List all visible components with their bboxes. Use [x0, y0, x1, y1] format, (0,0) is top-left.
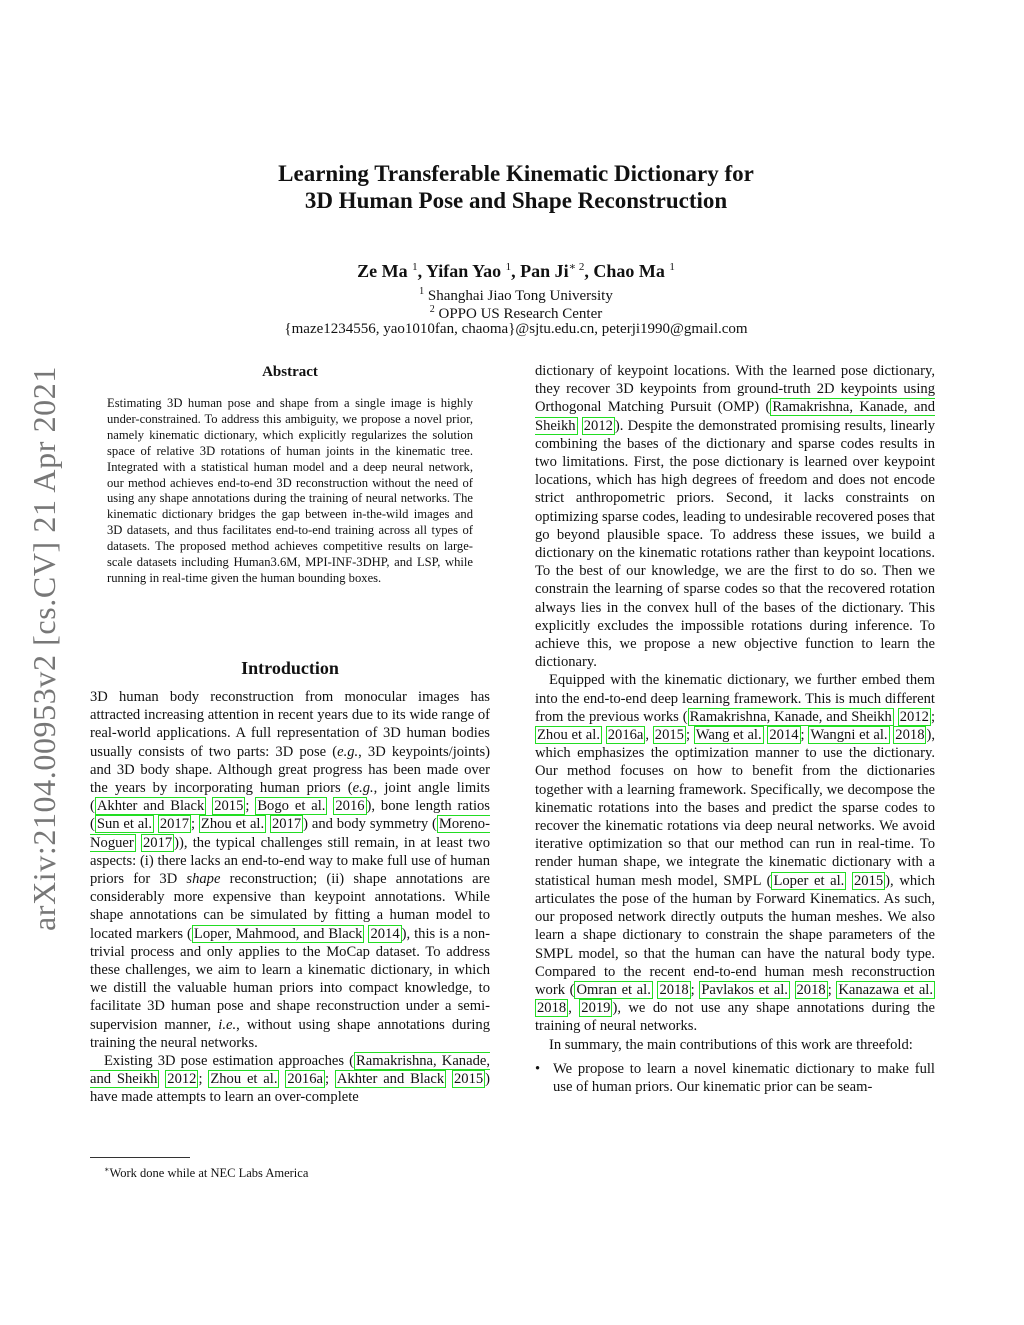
arxiv-identifier: arXiv:2104.00953v2 [cs.CV] 21 Apr 2021 — [25, 365, 62, 931]
citation-link[interactable]: 2018 — [796, 981, 826, 998]
bullet-text: We propose to learn a novel kinematic dictionary to make full use of human priors. Our kinematic prior can be seam- — [553, 1060, 935, 1095]
citation-link[interactable]: Loper et al. — [773, 872, 845, 889]
intro-paragraph-1: 3D human body reconstruction from monocular images has attracted increasing attention in recent years due to its wide range of real-world applications. A full representation of 3D human bodies usually consists of two parts: 3D pose (e.g., 3D keypoints/joints) and 3D body shape. Although great progress has been made over the years by incorporating human priors (e.g., joint angle limits ( Akhter and Black 2015 ; Bogo et al. 2016 ), bone length ratios ( Sun et al. 2017 ; Zhou et al. 2017 ) and body symmetry ( Moreno-Noguer 2017 )), the typical challenges still remain, in at least two aspects: (i) there lacks an end-to-end way to make full use of human priors for 3D shape reconstruction; (ii) shape annotations are considerably more expensive than keypoint annotations. While shape annotations can be simulated by fitting a human model to located markers ( Loper, Mahmood, and Black 2014 ), this is a non-trivial process and only applies to the MoCap dataset. To address these challenges, we aim to learn a kinematic dictionary, in which we distill the valuable human priors into compact knowledge, to facilitate 3D human pose and shape reconstruction under a semi-supervision manner, i.e., without using shape annotations during training the neural networks. — [90, 689, 491, 1051]
citation-link[interactable]: Wang et al. — [695, 727, 762, 744]
citation-link[interactable]: Pavlakos et al. — [701, 981, 788, 998]
abstract-heading: Abstract — [262, 364, 318, 380]
citation-link[interactable]: 2014 — [769, 727, 799, 744]
citation-link[interactable]: Bogo et al. — [257, 798, 326, 815]
citation-link[interactable]: 2016a — [607, 727, 644, 744]
intro-paragraph-5: In summary, the main contributions of this work are threefold: — [549, 1036, 913, 1053]
introduction-heading: Introduction — [241, 658, 339, 678]
citation-link[interactable]: 2018 — [895, 727, 925, 744]
citation-link[interactable]: 2015 — [654, 727, 684, 744]
citation-link[interactable]: 2012 — [167, 1071, 197, 1088]
citation-link[interactable]: Loper, Mahmood, and Black — [193, 925, 363, 942]
intro-paragraph-4: Equipped with the kinematic dictionary, we further embed them into the end-to-end deep learning framework. This is much different from the previous works ( Ramakrishna, Kanade, and Sheikh 2012 ; Zhou et al. 2016a , 2015 ; Wang et al. 2014 ; Wangni et al. 2018 ), which emphasizes the optimization manner to use the dictionary. Our method focuses on how to benefit from the dictionaries together with a learning framework. Specifically, we decompose the kinematic rotations into the bases and predict the sparse codes to recover the kinematic rotations via deep neural networks. We avoid iterative optimization so that our method can run in real-time. To render human shape, we integrate the kinematic dictionary with a statistical human mesh model, SMPL ( Loper et al. 2015 ), which articulates the pose of the human by Forward Kinematics. As such, our proposed network directly outputs the human meshes. We also learn a shape dictionary to constrain the shape parameters of the SMPL model, so that the human can have the natural body type. Compared to the recent end-to-end human mesh reconstruction work ( Omran et al. 2018 ; Pavlakos et al. 2018 ; Kanazawa et al. 2018 , 2019 ), we do not use any shape annotations during the training of neural networks. — [535, 672, 935, 1035]
citation-link[interactable]: Ramakrishna, Kanade, and Sheikh — [90, 1053, 490, 1088]
citation-link[interactable]: Sun et al. — [96, 816, 152, 833]
title-line-2: 3D Human Pose and Shape Reconstruction — [304, 188, 728, 213]
footnote: ∗Work done while at NEC Labs America — [104, 1165, 309, 1181]
citation-link[interactable]: 2014 — [370, 925, 400, 942]
citation-link[interactable]: 2017 — [271, 816, 302, 833]
author-1: Ze Ma — [357, 261, 408, 281]
citation-link[interactable]: 2016a — [287, 1071, 323, 1088]
author-emails: {maze1234556, yao1010fan, chaoma}@sjtu.edu.cn, peterji1990@gmail.com — [284, 321, 748, 337]
citation-link[interactable]: 2012 — [899, 708, 929, 725]
citation-link[interactable]: 2015 — [214, 798, 244, 815]
author-2: Yifan Yao — [425, 261, 502, 281]
left-column — [90, 688, 490, 1107]
citation-link[interactable]: Zhou et al. — [210, 1071, 278, 1088]
citation-link[interactable]: 2019 — [581, 1000, 611, 1017]
citation-link[interactable]: 2017 — [159, 816, 190, 833]
citation-link[interactable]: Moreno-Noguer — [90, 816, 490, 851]
author-4: Chao Ma — [593, 261, 665, 281]
citation-link[interactable]: Ramakrishna, Kanade, and Sheikh — [535, 399, 935, 434]
intro-paragraph-2: Existing 3D pose estimation approaches ( Ramakrishna, Kanade, and Sheikh 2012 ; Zhou et al. 2016a ; Akhter and Black 2015 ) have made attempts to learn an over-complete — [90, 1053, 491, 1106]
citation-link[interactable]: Kanazawa et al. — [838, 981, 933, 998]
author-list: Ze Ma $^1$, Yifan Yao $^1$, Pan $Ji^{∗ 2}$, Chao Ma $^1$ — [357, 261, 675, 281]
citation-link[interactable]: Wangni et al. — [810, 727, 888, 744]
paper-title — [150, 160, 882, 214]
citation-link[interactable]: 2017 — [142, 834, 173, 851]
citation-link[interactable]: 2015 — [853, 872, 884, 889]
author-3: Pan Ji — [520, 261, 569, 281]
abstract-text: Estimating 3D human pose and shape from a single image is highly under-constrained. To address this ambiguity, we propose a novel prior, namely kinematic dictionary, which explicitly regularizes the solution space of relative 3D rotations of human joints in the kinematic tree. Integrated with a statistical human model and a deep neural network, our method achieves end-to-end 3D reconstruction without the need of using any shape annotations during the training of neural networks. The kinematic dictionary bridges the gap between in-the-wild images and 3D datasets, and thus facilitates end-to-end training across all types of datasets. The proposed method achieves competitive results on large-scale datasets including Human3.6M, MPI-INF-3DHP, and LSP, while running in real-time given the human bounding boxes. — [107, 396, 473, 585]
bullet-marker: • — [535, 1060, 541, 1077]
citation-link[interactable]: Akhter and Black — [336, 1071, 445, 1088]
contribution-bullet — [535, 1060, 935, 1096]
citation-link[interactable]: Zhou et al. — [537, 727, 600, 744]
citation-link[interactable]: Omran et al. — [576, 981, 651, 998]
citation-link[interactable]: Zhou et al. — [200, 816, 265, 833]
right-column — [535, 362, 935, 1096]
footnote-rule — [90, 1157, 190, 1158]
affiliation-1: $^1$ Shanghai Jiao Tong University — [419, 286, 613, 304]
citation-link[interactable]: Akhter and Black — [96, 798, 205, 815]
citation-link[interactable]: Ramakrishna, Kanade, and Sheikh — [689, 708, 892, 725]
citation-link[interactable]: 2015 — [453, 1071, 484, 1088]
citation-link[interactable]: 2012 — [583, 417, 613, 434]
citation-link[interactable]: 2016 — [335, 798, 365, 815]
citation-link[interactable]: 2018 — [659, 981, 689, 998]
intro-paragraph-3: dictionary of keypoint locations. With the learned pose dictionary, they recover 3D keypoints from ground-truth 2D keypoints using Orthogonal Matching Pursuit (OMP) ( Ramakrishna, Kanade, and Sheikh 2012 ). Despite the demonstrated promising results, linearly combining the bases of the dictionary and sparse codes results in two limitations. First, the pose dictionary is learned over keypoint locations, which has high degrees of freedom and does not encode strict anthropometric priors. Second, it lacks constraints on optimizing sparse codes, leading to undesirable recovered poses that go beyond plausible space. To address these issues, we build a dictionary on the kinematic rotations rather than keypoint locations. To the best of our knowledge, we are the first to do so. Then we constrain the learning of sparse codes so that the recovered rotation always lies in the convex hull of the bases of the dictionary. This explicitly excludes the impossible rotations during inference. To achieve this, we propose a new objective function to learn the dictionary. — [535, 363, 936, 671]
affiliation-2: $^2$ OPPO US Research Center — [429, 304, 603, 322]
title-line-1: Learning Transferable Kinematic Dictionary for — [278, 161, 754, 186]
citation-link[interactable]: 2018 — [537, 1000, 567, 1017]
